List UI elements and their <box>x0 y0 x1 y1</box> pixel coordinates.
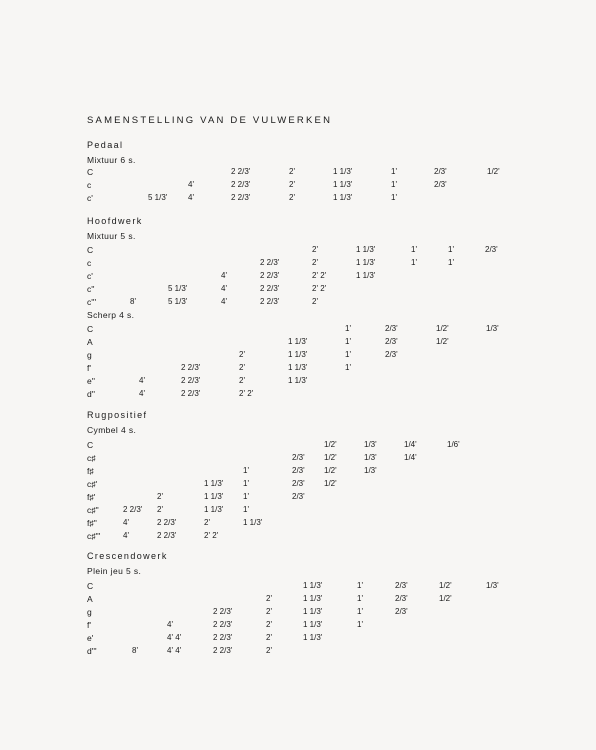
pipe-length-cell: 1/2' <box>324 479 337 488</box>
note-label: f' <box>87 363 91 373</box>
pipe-length-cell: 1 1/3' <box>303 607 323 616</box>
note-label: c'' <box>87 284 95 294</box>
pipe-length-cell: 2/3' <box>385 350 398 359</box>
pipe-length-cell: 2' 2' <box>239 389 254 398</box>
pipe-length-cell: 2 2/3' <box>260 271 280 280</box>
note-label: c♯''' <box>87 531 101 541</box>
pipe-length-cell: 2/3' <box>434 167 447 176</box>
pipe-length-cell: 1/2' <box>324 466 337 475</box>
note-label: c♯' <box>87 479 98 489</box>
pipe-length-cell: 1' <box>243 479 249 488</box>
pipe-length-cell: 2/3' <box>292 453 305 462</box>
pipe-length-cell: 1' <box>357 620 363 629</box>
note-label: f♯' <box>87 492 96 502</box>
note-label: A <box>87 337 93 347</box>
pipe-length-cell: 1' <box>345 337 351 346</box>
pipe-length-cell: 2/3' <box>292 466 305 475</box>
pipe-length-cell: 1 1/3' <box>333 193 353 202</box>
section-title-hoofdwerk: Hoofdwerk <box>87 216 143 226</box>
pipe-length-cell: 2' 2' <box>312 284 327 293</box>
pipe-length-cell: 2' 2' <box>204 531 219 540</box>
note-label: e'' <box>87 376 95 386</box>
pipe-length-cell: 2/3' <box>292 492 305 501</box>
pipe-length-cell: 4' 4' <box>167 646 182 655</box>
pipe-length-cell: 2 2/3' <box>231 193 251 202</box>
pipe-length-cell: 2 2/3' <box>213 620 233 629</box>
pipe-length-cell: 1' <box>243 492 249 501</box>
pipe-length-cell: 2' <box>312 297 318 306</box>
pipe-length-cell: 1 1/3' <box>356 245 376 254</box>
pipe-length-cell: 1 1/3' <box>303 620 323 629</box>
pipe-length-cell: 2' <box>266 620 272 629</box>
pipe-length-cell: 1 1/3' <box>333 167 353 176</box>
pipe-length-cell: 1/2' <box>436 337 449 346</box>
pipe-length-cell: 5 1/3' <box>168 284 188 293</box>
page-title: SAMENSTELLING VAN DE VULWERKEN <box>87 115 333 126</box>
pipe-length-cell: 2/3' <box>434 180 447 189</box>
pipe-length-cell: 2/3' <box>395 581 408 590</box>
pipe-length-cell: 2/3' <box>385 324 398 333</box>
pipe-length-cell: 4' <box>221 297 227 306</box>
pipe-length-cell: 1' <box>411 258 417 267</box>
pipe-length-cell: 4' 4' <box>167 633 182 642</box>
pipe-length-cell: 2' <box>157 505 163 514</box>
pipe-length-cell: 2 2/3' <box>157 518 177 527</box>
note-label: f♯ <box>87 466 94 476</box>
stop-name: Scherp 4 s. <box>87 310 135 320</box>
pipe-length-cell: 1' <box>357 581 363 590</box>
pipe-length-cell: 2/3' <box>395 594 408 603</box>
pipe-length-cell: 1 1/3' <box>204 505 224 514</box>
pipe-length-cell: 2 2/3' <box>157 531 177 540</box>
pipe-length-cell: 4' <box>123 531 129 540</box>
stop-name: Cymbel 4 s. <box>87 425 137 435</box>
pipe-length-cell: 1/2' <box>436 324 449 333</box>
section-title-pedaal: Pedaal <box>87 140 124 150</box>
pipe-length-cell: 2 2/3' <box>181 363 201 372</box>
pipe-length-cell: 2 2/3' <box>260 297 280 306</box>
pipe-length-cell: 1' <box>345 350 351 359</box>
section-title-rugpositief: Rugpositief <box>87 410 148 420</box>
stop-name: Mixtuur 5 s. <box>87 231 136 241</box>
pipe-length-cell: 2 2/3' <box>260 258 280 267</box>
pipe-length-cell: 2/3' <box>395 607 408 616</box>
pipe-length-cell: 1' <box>391 193 397 202</box>
pipe-length-cell: 1 1/3' <box>204 492 224 501</box>
note-label: e' <box>87 633 94 643</box>
pipe-length-cell: 2' <box>239 350 245 359</box>
note-label: c' <box>87 271 93 281</box>
pipe-length-cell: 1 1/3' <box>356 271 376 280</box>
note-label: c' <box>87 193 93 203</box>
pipe-length-cell: 1' <box>243 466 249 475</box>
pipe-length-cell: 1/2' <box>324 440 337 449</box>
note-label: c <box>87 258 92 268</box>
pipe-length-cell: 4' <box>188 193 194 202</box>
pipe-length-cell: 2' <box>239 376 245 385</box>
note-label: c <box>87 180 92 190</box>
pipe-length-cell: 1 1/3' <box>288 363 308 372</box>
pipe-length-cell: 1/6' <box>447 440 460 449</box>
pipe-length-cell: 2' <box>204 518 210 527</box>
pipe-length-cell: 1 1/3' <box>243 518 263 527</box>
stop-name: Mixtuur 6 s. <box>87 155 136 165</box>
pipe-length-cell: 4' <box>139 376 145 385</box>
pipe-length-cell: 2' <box>266 594 272 603</box>
pipe-length-cell: 1/2' <box>439 594 452 603</box>
pipe-length-cell: 8' <box>130 297 136 306</box>
pipe-length-cell: 1' <box>411 245 417 254</box>
pipe-length-cell: 5 1/3' <box>148 193 168 202</box>
note-label: c♯ <box>87 453 96 463</box>
pipe-length-cell: 2' <box>266 607 272 616</box>
pipe-length-cell: 4' <box>123 518 129 527</box>
pipe-length-cell: 1/3' <box>364 453 377 462</box>
pipe-length-cell: 1/3' <box>486 324 499 333</box>
pipe-length-cell: 5 1/3' <box>168 297 188 306</box>
pipe-length-cell: 1 1/3' <box>288 350 308 359</box>
note-label: C <box>87 581 94 591</box>
pipe-length-cell: 2 2/3' <box>181 376 201 385</box>
pipe-length-cell: 4' <box>167 620 173 629</box>
pipe-length-cell: 1 1/3' <box>288 337 308 346</box>
pipe-length-cell: 1/3' <box>364 466 377 475</box>
note-label: C <box>87 440 94 450</box>
pipe-length-cell: 1 1/3' <box>333 180 353 189</box>
section-title-crescendowerk: Crescendowerk <box>87 551 168 561</box>
pipe-length-cell: 2' <box>266 633 272 642</box>
pipe-length-cell: 2 2/3' <box>213 646 233 655</box>
pipe-length-cell: 1 1/3' <box>303 581 323 590</box>
note-label: d''' <box>87 646 97 656</box>
note-label: C <box>87 167 94 177</box>
pipe-length-cell: 1 1/3' <box>288 376 308 385</box>
pipe-length-cell: 1 1/3' <box>303 594 323 603</box>
pipe-length-cell: 4' <box>221 271 227 280</box>
pipe-length-cell: 4' <box>139 389 145 398</box>
pipe-length-cell: 1/2' <box>487 167 500 176</box>
pipe-length-cell: 2 2/3' <box>213 607 233 616</box>
pipe-length-cell: 2 2/3' <box>213 633 233 642</box>
pipe-length-cell: 2' <box>289 180 295 189</box>
pipe-length-cell: 1/3' <box>486 581 499 590</box>
pipe-length-cell: 2/3' <box>485 245 498 254</box>
pipe-length-cell: 1/4' <box>404 440 417 449</box>
pipe-length-cell: 2' <box>312 245 318 254</box>
pipe-length-cell: 1 1/3' <box>356 258 376 267</box>
pipe-length-cell: 1' <box>345 324 351 333</box>
pipe-length-cell: 2 2/3' <box>181 389 201 398</box>
stop-name: Plein jeu 5 s. <box>87 566 142 576</box>
pipe-length-cell: 1' <box>391 180 397 189</box>
note-label: g <box>87 350 92 360</box>
pipe-length-cell: 2' 2' <box>312 271 327 280</box>
note-label: C <box>87 324 94 334</box>
pipe-length-cell: 1' <box>357 607 363 616</box>
note-label: c♯'' <box>87 505 99 515</box>
pipe-length-cell: 2 2/3' <box>231 180 251 189</box>
pipe-length-cell: 1 1/3' <box>204 479 224 488</box>
pipe-length-cell: 1/2' <box>324 453 337 462</box>
note-label: A <box>87 594 93 604</box>
pipe-length-cell: 1' <box>391 167 397 176</box>
pipe-length-cell: 1' <box>345 363 351 372</box>
note-label: g <box>87 607 92 617</box>
pipe-length-cell: 2 2/3' <box>123 505 143 514</box>
pipe-length-cell: 2' <box>266 646 272 655</box>
pipe-length-cell: 4' <box>221 284 227 293</box>
pipe-length-cell: 2' <box>157 492 163 501</box>
pipe-length-cell: 1' <box>448 258 454 267</box>
note-label: C <box>87 245 94 255</box>
pipe-length-cell: 1/2' <box>439 581 452 590</box>
pipe-length-cell: 2/3' <box>385 337 398 346</box>
note-label: d'' <box>87 389 95 399</box>
pipe-length-cell: 8' <box>132 646 138 655</box>
pipe-length-cell: 4' <box>188 180 194 189</box>
pipe-length-cell: 1' <box>243 505 249 514</box>
pipe-length-cell: 1/4' <box>404 453 417 462</box>
pipe-length-cell: 1' <box>448 245 454 254</box>
note-label: c''' <box>87 297 97 307</box>
pipe-length-cell: 2' <box>312 258 318 267</box>
pipe-length-cell: 2' <box>289 167 295 176</box>
note-label: f♯'' <box>87 518 97 528</box>
pipe-length-cell: 1/3' <box>364 440 377 449</box>
pipe-length-cell: 2/3' <box>292 479 305 488</box>
pipe-length-cell: 2 2/3' <box>231 167 251 176</box>
pipe-length-cell: 2 2/3' <box>260 284 280 293</box>
pipe-length-cell: 1 1/3' <box>303 633 323 642</box>
pipe-length-cell: 2' <box>289 193 295 202</box>
pipe-length-cell: 2' <box>239 363 245 372</box>
note-label: f' <box>87 620 91 630</box>
pipe-length-cell: 1' <box>357 594 363 603</box>
